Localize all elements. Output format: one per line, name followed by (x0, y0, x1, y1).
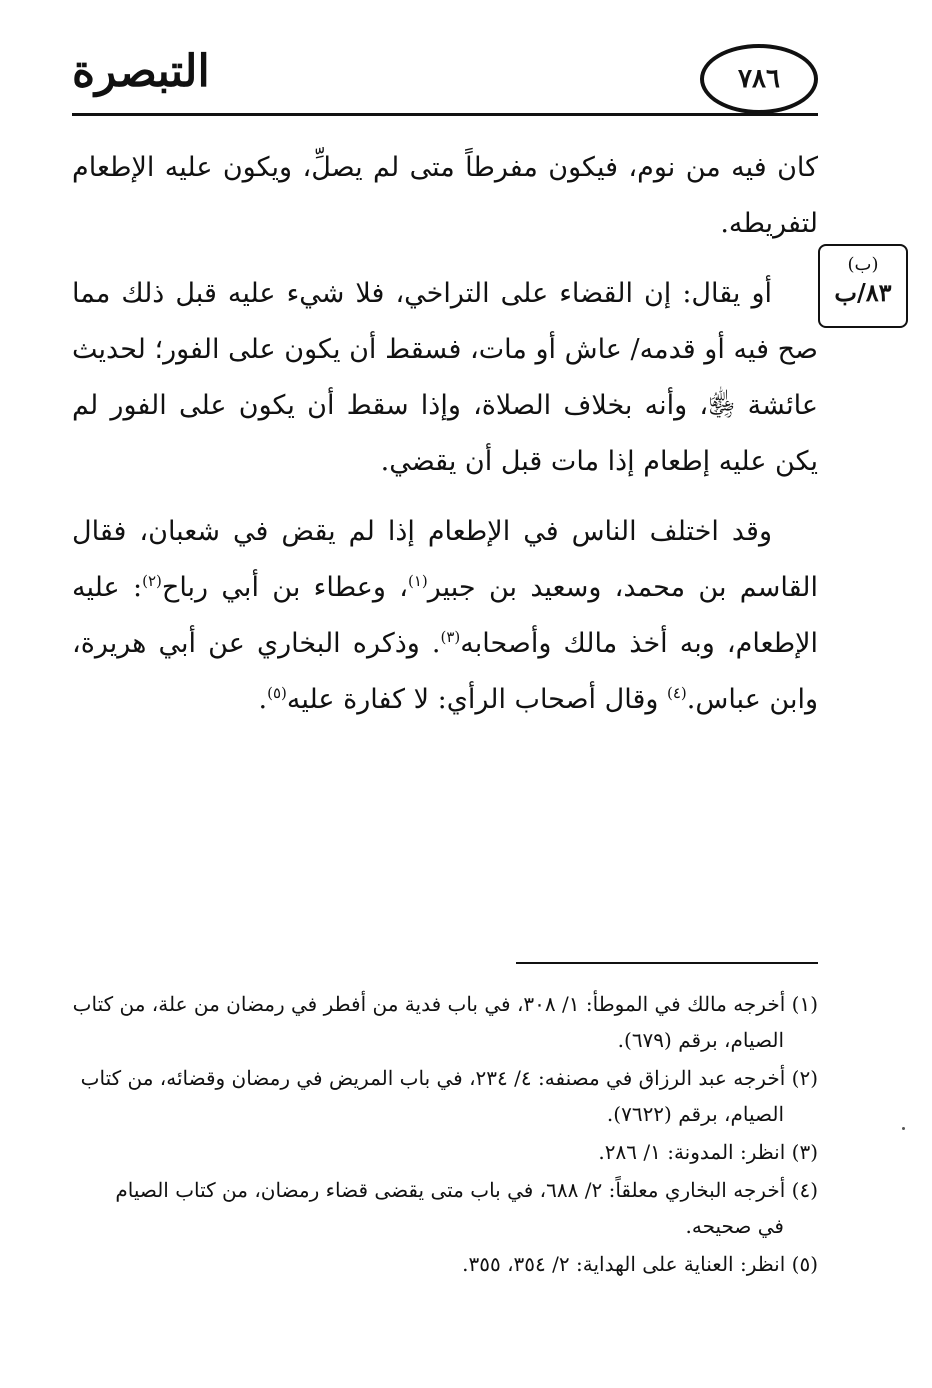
footnote-separator (516, 962, 818, 964)
page-number-oval (700, 44, 818, 114)
footnote-3 (72, 1134, 818, 1170)
paragraph-2 (72, 266, 818, 490)
footnote-text: أخرجه البخاري معلقاً: ٢/ ٦٨٨، في باب متى يقضى قضاء رمضان، من كتاب الصيام (115, 1178, 786, 1202)
footnote-ref-2[interactable]: (٢) (142, 572, 162, 590)
paragraph-3-text-a: وقد اختلف الناس في الإطعام إذا لم يقض في شعبان، فقال القاسم بن محمد، وسعيد بن جبير (72, 516, 819, 603)
header-rule (72, 113, 818, 116)
footnote-number: (٣) (791, 1140, 818, 1164)
footnote-number: (٤) (791, 1178, 818, 1202)
paragraph-1: كان فيه من نوم، فيكون مفرطاً متى لم يصلِّ، ويكون عليه الإطعام لتفريطه. (72, 152, 818, 239)
paragraph-3-text-c: : عليه الإطعام، وبه أخذ مالك وأصحابه (72, 572, 819, 659)
footnote-ref-1[interactable]: (١) (407, 572, 428, 590)
paragraph-2-text: أو يقال: إن القضاء على التراخي، فلا شيء عليه قبل ذلك مما صح فيه أو قدمه/ عاش أو مات، فسقط أن يكون على الفور؛ لحديث عائشة ﵂، وأنه بخلاف الصلاة، وإذا سقط أن يكون على الفور لم يكن عليه إطعام إذا مات قبل أن يقضي. (72, 278, 818, 477)
manuscript-margin-note (818, 244, 908, 328)
paragraph-3-text-e: وقال أصحاب الرأي: لا كفارة عليه (286, 684, 667, 715)
footnote-2 (72, 1060, 818, 1132)
footnote-number: (٥) (791, 1252, 818, 1276)
footnote-number: (٢) (791, 1066, 818, 1090)
main-text (72, 140, 818, 728)
footnotes (72, 986, 818, 1284)
footnote-text: انظر: المدونة: ١/ ٢٨٦. (598, 1140, 786, 1164)
paragraph-3 (72, 504, 818, 728)
footnote-5 (72, 1246, 818, 1282)
page-header (72, 42, 818, 124)
margin-note-top: (ب) (847, 254, 879, 275)
page-number: ٧٨٦ (738, 64, 780, 94)
footnote-1 (72, 986, 818, 1058)
footnote-text: أخرجه مالك في الموطأ: ١/ ٣٠٨، في باب فدية من أفطر في رمضان من علة، من كتاب (72, 992, 786, 1016)
paragraph-3-text-d: . وذكره البخاري عن أبي هريرة، وابن عباس. (72, 628, 818, 715)
footnote-number: (١) (791, 992, 818, 1016)
footnote-continuation: الصيام، برقم (٦٧٩). (617, 1028, 784, 1052)
footnote-ref-5[interactable]: (٥) (267, 684, 287, 702)
footnote-ref-3[interactable]: (٣) (440, 628, 461, 646)
paragraph-3-text-b: ، وعطاء بن أبي رباح (161, 572, 408, 603)
footnote-4 (72, 1172, 818, 1244)
footnote-text: أخرجه عبد الرزاق في مصنفه: ٤/ ٢٣٤، في باب المريض في رمضان وقضائه، من كتاب (80, 1066, 786, 1090)
footnote-continuation: الصيام، برقم (٧٦٢٢). (606, 1102, 784, 1126)
margin-note-folio: ٨٣/ب (834, 278, 892, 307)
book-title: التبصرة (72, 46, 210, 97)
footnote-ref-4[interactable]: (٤) (667, 684, 687, 702)
scan-speck (902, 1127, 905, 1130)
footnote-continuation: في صحيحه. (685, 1214, 784, 1238)
paragraph-3-text-f: . (258, 684, 268, 715)
footnote-text: انظر: العناية على الهداية: ٢/ ٣٥٤، ٣٥٥. (462, 1252, 786, 1276)
